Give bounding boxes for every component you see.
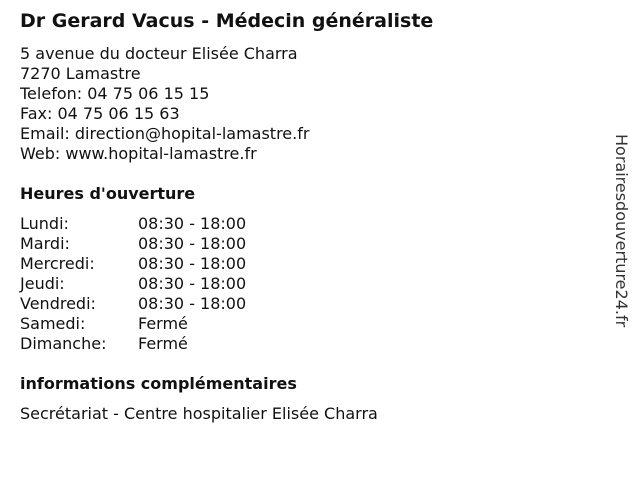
phone-number: Telefon: 04 75 06 15 15 xyxy=(20,84,210,103)
additional-info-heading: informations complémentaires xyxy=(20,374,297,393)
hours-value: 08:30 - 18:00 xyxy=(138,214,247,233)
hours-row-sunday xyxy=(20,334,246,354)
day-label: Mercredi: xyxy=(20,254,95,273)
hours-value: Fermé xyxy=(138,314,188,333)
day-label: Mardi: xyxy=(20,234,70,253)
hours-value: 08:30 - 18:00 xyxy=(138,274,247,293)
hours-row-saturday xyxy=(20,314,246,334)
address-street: 5 avenue du docteur Elisée Charra xyxy=(20,44,298,63)
hours-row-wednesday xyxy=(20,254,246,274)
opening-hours-table xyxy=(20,214,246,354)
contact-block xyxy=(20,44,309,164)
hours-value: Fermé xyxy=(138,334,188,353)
additional-info-text: Secrétariat - Centre hospitalier Elisée Charra xyxy=(20,404,378,423)
address-city: 7270 Lamastre xyxy=(20,64,141,83)
day-label: Dimanche: xyxy=(20,334,107,353)
page-title: Dr Gerard Vacus - Médecin généraliste xyxy=(20,10,434,32)
fax-number: Fax: 04 75 06 15 63 xyxy=(20,104,180,123)
hours-value: 08:30 - 18:00 xyxy=(138,254,247,273)
day-label: Lundi: xyxy=(20,214,69,233)
hours-row-monday xyxy=(20,214,246,234)
website-url: Web: www.hopital-lamastre.fr xyxy=(20,144,257,163)
hours-row-friday xyxy=(20,294,246,314)
opening-hours-heading: Heures d'ouverture xyxy=(20,184,196,203)
day-label: Samedi: xyxy=(20,314,86,333)
day-label: Jeudi: xyxy=(20,274,65,293)
hours-row-thursday xyxy=(20,274,246,294)
day-label: Vendredi: xyxy=(20,294,96,313)
site-brand-vertical: Horairesdouverture24.fr xyxy=(612,134,631,328)
hours-value: 08:30 - 18:00 xyxy=(138,234,247,253)
hours-value: 08:30 - 18:00 xyxy=(138,294,247,313)
hours-row-tuesday xyxy=(20,234,246,254)
email-address: Email: direction@hopital-lamastre.fr xyxy=(20,124,310,143)
